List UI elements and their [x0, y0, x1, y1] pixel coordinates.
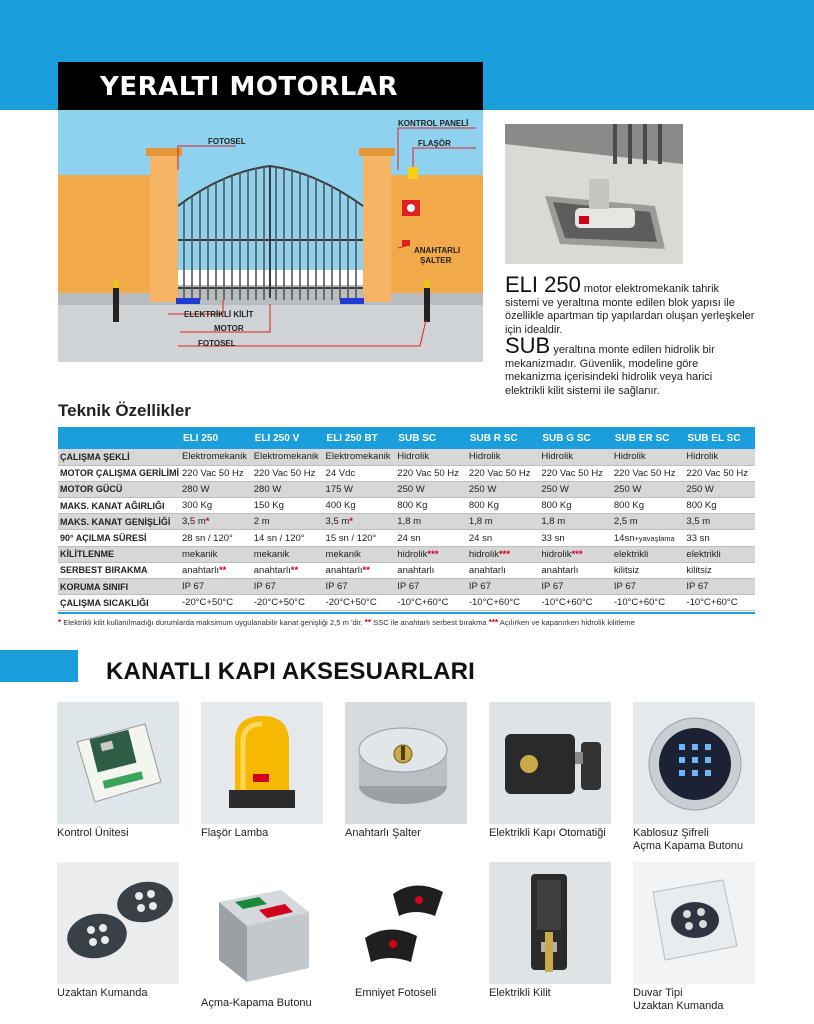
accessory-label: Anahtarlı Şalter: [345, 827, 421, 839]
spec-cell: Elektromekanik: [179, 449, 251, 465]
spec-cell: 1,8 m: [466, 514, 539, 530]
spec-cell: hidrolik***: [394, 546, 466, 562]
spec-cell: Elektromekanik: [323, 449, 395, 465]
spec-cell: -10°C+60°C: [683, 595, 755, 611]
spec-cell: 1,8 m: [394, 514, 466, 530]
spec-cell: mekanik: [323, 546, 395, 562]
spec-cell: anahtarlı: [466, 562, 539, 578]
spec-cell: 2,5 m: [611, 514, 684, 530]
label-salter: ŞALTER: [420, 256, 452, 265]
accessory-item: [489, 862, 611, 1000]
spec-cell: Hidrolik: [683, 449, 755, 465]
spec-row: [58, 465, 755, 481]
spec-cell: 33 sn: [683, 530, 755, 546]
spec-cell: IP 67: [251, 579, 323, 595]
spec-cell: kilitsiz: [611, 562, 684, 578]
spec-cell: 300 Kg: [179, 498, 251, 514]
accessory-label: Kablosuz Şifreli Açma Kapama Butonu: [633, 827, 744, 852]
col-eli-250-bt: ELI 250 BT: [323, 427, 395, 449]
spec-row-label: KİLİTLENME: [58, 546, 179, 562]
accessory-item: [489, 702, 611, 840]
spec-header-row: [58, 427, 755, 449]
accessory-label: Uzaktan Kumanda: [57, 987, 148, 999]
left-motor: [176, 298, 200, 304]
spec-cell: Hidrolik: [394, 449, 466, 465]
spec-cell: mekanik: [251, 546, 323, 562]
accessory-item: [201, 872, 323, 1010]
spec-cell: 175 W: [323, 481, 395, 497]
left-pillar: [150, 152, 178, 302]
spec-cell: 800 Kg: [683, 498, 755, 514]
accessory-label: Kontrol Ünitesi: [57, 827, 129, 839]
spec-row-label: KORUMA SINIFI: [58, 579, 179, 595]
spec-row: [58, 530, 755, 546]
spec-row: [58, 481, 755, 497]
accessory-item: [345, 702, 467, 840]
col-sub-er-sc: SUB ER SC: [611, 427, 684, 449]
spec-cell: mekanik: [179, 546, 251, 562]
spec-cell: elektrikli: [683, 546, 755, 562]
spec-cell: -10°C+60°C: [394, 595, 466, 611]
spec-cell: 15 sn / 120°: [323, 530, 395, 546]
spec-row: [58, 498, 755, 514]
spec-row-label: ÇALIŞMA SICAKLIĞI: [58, 595, 179, 611]
spec-cell: Elektromekanik: [251, 449, 323, 465]
sub-title: SUB: [505, 333, 551, 358]
label-kontrol-paneli: KONTROL PANELİ: [398, 119, 469, 128]
col-sub-g-sc: SUB G SC: [538, 427, 611, 449]
spec-cell: anahtarlı**: [179, 562, 251, 578]
spec-cell: 250 W: [394, 481, 466, 497]
spec-cell: anahtarlı**: [251, 562, 323, 578]
spec-cell: anahtarlı: [394, 562, 466, 578]
col-sub-r-sc: SUB R SC: [466, 427, 539, 449]
spec-row: [58, 514, 755, 530]
spec-cell: -20°C+50°C: [179, 595, 251, 611]
page-title: YERALTI MOTORLAR: [100, 72, 398, 102]
spec-cell: IP 67: [323, 579, 395, 595]
spec-cell: 14 sn / 120°: [251, 530, 323, 546]
right-wall: [391, 175, 483, 293]
eli-title: ELI 250: [505, 272, 581, 297]
accessory-item: [57, 702, 179, 840]
spec-cell: 3,5 m: [683, 514, 755, 530]
accessory-label: Açma-Kapama Butonu: [201, 997, 312, 1009]
col-eli-250: ELI 250: [179, 427, 251, 449]
spec-cell: 250 W: [538, 481, 611, 497]
spec-cell: 250 W: [466, 481, 539, 497]
spec-cell: 220 Vac 50 Hz: [466, 465, 539, 481]
spec-cell: 800 Kg: [538, 498, 611, 514]
accessories-title: KANATLI KAPI AKSESUARLARI: [106, 658, 475, 685]
spec-row: [58, 449, 755, 465]
right-motor: [340, 298, 364, 304]
spec-row: [58, 562, 755, 578]
underground-motor-photo: [505, 124, 683, 264]
sub-text: yeraltına monte edilen hidrolik bir mekanizmadır. Güvenlik, modeline göre mekanizma içerisindeki hidrolik veya harici elektrikli kilit sistemi ile sağlanır.: [505, 344, 715, 397]
spec-table: [58, 427, 755, 611]
accessory-item: [355, 872, 465, 1000]
push-button-box-icon: [201, 872, 323, 994]
spec-cell: -10°C+60°C: [466, 595, 539, 611]
accessory-item: [57, 862, 179, 1000]
spec-cell: 250 W: [611, 481, 684, 497]
spec-row-label: ÇALIŞMA ŞEKLİ: [58, 449, 179, 465]
label-fotosel-top: FOTOSEL: [208, 137, 246, 146]
spec-cell: 220 Vac 50 Hz: [251, 465, 323, 481]
spec-header-blank: [58, 427, 179, 449]
spec-cell: 220 Vac 50 Hz: [179, 465, 251, 481]
spec-cell: -10°C+60°C: [538, 595, 611, 611]
spec-cell: -10°C+60°C: [611, 595, 684, 611]
table-bottom-rule: [58, 612, 755, 614]
spec-cell: anahtarlı**: [323, 562, 395, 578]
label-elektrikli-kilit: ELEKTRİKLİ KİLİT: [184, 310, 254, 319]
spec-cell: elektrikli: [611, 546, 684, 562]
spec-cell: -20°C+50°C: [251, 595, 323, 611]
spec-cell: IP 67: [683, 579, 755, 595]
spec-cell: 33 sn: [538, 530, 611, 546]
spec-cell: 24 Vdc: [323, 465, 395, 481]
flasher: [408, 167, 418, 179]
wireless-keypad-icon: [633, 702, 755, 824]
spec-cell: IP 67: [611, 579, 684, 595]
spec-row-label: MOTOR ÇALIŞMA GERİLİMİ: [58, 465, 179, 481]
eli-text: motor elektromekanik tahrik sistemi ve yeraltına monte edilen blok yapısı ile özellikle apartman tip yapılardan oluşan yerleşkeler için idealdir.: [505, 283, 755, 336]
product-description: [505, 272, 755, 400]
accessory-label: Duvar Tipi Uzaktan Kumanda: [633, 987, 724, 1012]
accessory-item: [633, 702, 755, 853]
spec-row: [58, 546, 755, 562]
photocell-icon: [355, 872, 465, 984]
left-wall: [58, 175, 150, 293]
col-eli-250-v: ELI 250 V: [251, 427, 323, 449]
accessory-label: Elektrikli Kilit: [489, 987, 551, 999]
electric-door-lock-icon: [489, 702, 611, 824]
spec-row: [58, 595, 755, 611]
spec-cell: Hidrolik: [538, 449, 611, 465]
spec-cell: 220 Vac 50 Hz: [538, 465, 611, 481]
spec-cell: 400 Kg: [323, 498, 395, 514]
spec-cell: -20°C+50°C: [323, 595, 395, 611]
spec-row: [58, 579, 755, 595]
spec-cell: hidrolik***: [466, 546, 539, 562]
electric-lock-icon: [489, 862, 611, 984]
spec-cell: 280 W: [179, 481, 251, 497]
spec-cell: 24 sn: [466, 530, 539, 546]
spec-cell: 220 Vac 50 Hz: [611, 465, 684, 481]
spec-cell: kilitsiz: [683, 562, 755, 578]
spec-cell: IP 67: [466, 579, 539, 595]
spec-cell: Hidrolik: [611, 449, 684, 465]
title-bar: [58, 62, 483, 110]
spec-footnote: * Elektrikli kilit kullanılmadığı durumlarda maksimum uygulanabilir kanat genişliği 2,5 m 'dir. ** SSC ile anahtarlı serbest bırakma *** Açılırken ve kapanırken hidrolik kilitleme: [58, 618, 635, 627]
spec-cell: 2 m: [251, 514, 323, 530]
spec-cell: IP 67: [394, 579, 466, 595]
flasher-lamp-icon: [201, 702, 323, 824]
accessory-item: [633, 862, 755, 1013]
col-sub-el-sc: SUB EL SC: [683, 427, 755, 449]
right-pillar: [363, 152, 391, 302]
spec-cell: 24 sn: [394, 530, 466, 546]
accessory-item: [201, 702, 323, 840]
accessory-label: Elektrikli Kapı Otomatiği: [489, 827, 606, 839]
spec-row-label: MOTOR GÜCÜ: [58, 481, 179, 497]
label-anahtarli: ANAHTARLI: [414, 246, 461, 255]
label-motor: MOTOR: [214, 324, 244, 333]
label-fotosel-bottom: FOTOSEL: [198, 339, 236, 348]
spec-cell: Hidrolik: [466, 449, 539, 465]
accessory-label: Emniyet Fotoseli: [355, 987, 437, 999]
spec-cell: 3,5 m*: [179, 514, 251, 530]
control-unit-icon: [57, 702, 179, 824]
key-switch-icon: [345, 702, 467, 824]
section-tab: [0, 650, 78, 682]
gate-diagram-svg: [58, 110, 483, 362]
spec-cell: IP 67: [538, 579, 611, 595]
accessory-label: Flaşör Lamba: [201, 827, 269, 839]
spec-cell: 250 W: [683, 481, 755, 497]
spec-cell: 280 W: [251, 481, 323, 497]
spec-cell: 14sn+yavaşlama: [611, 530, 684, 546]
spec-row-label: SERBEST BIRAKMA: [58, 562, 179, 578]
col-sub-sc: SUB SC: [394, 427, 466, 449]
remote-control-icon: [57, 862, 179, 984]
spec-cell: 1,8 m: [538, 514, 611, 530]
spec-row-label: MAKS. KANAT AĞIRLIĞI: [58, 498, 179, 514]
label-flasor: FLAŞÖR: [418, 139, 451, 148]
spec-cell: 3,5 m*: [323, 514, 395, 530]
spec-cell: 220 Vac 50 Hz: [683, 465, 755, 481]
gate-diagram: [58, 110, 483, 362]
spec-title: Teknik Özellikler: [58, 401, 191, 420]
spec-row-label: MAKS. KANAT GENİŞLİĞİ: [58, 514, 179, 530]
spec-cell: 800 Kg: [611, 498, 684, 514]
spec-row-label: 90° AÇILMA SÜRESİ: [58, 530, 179, 546]
spec-cell: anahtarlı: [538, 562, 611, 578]
spec-cell: hidrolik***: [538, 546, 611, 562]
spec-cell: IP 67: [179, 579, 251, 595]
spec-cell: 800 Kg: [394, 498, 466, 514]
wall-remote-icon: [633, 862, 755, 984]
spec-cell: 150 Kg: [251, 498, 323, 514]
spec-cell: 800 Kg: [466, 498, 539, 514]
spec-cell: 28 sn / 120°: [179, 530, 251, 546]
spec-cell: 220 Vac 50 Hz: [394, 465, 466, 481]
